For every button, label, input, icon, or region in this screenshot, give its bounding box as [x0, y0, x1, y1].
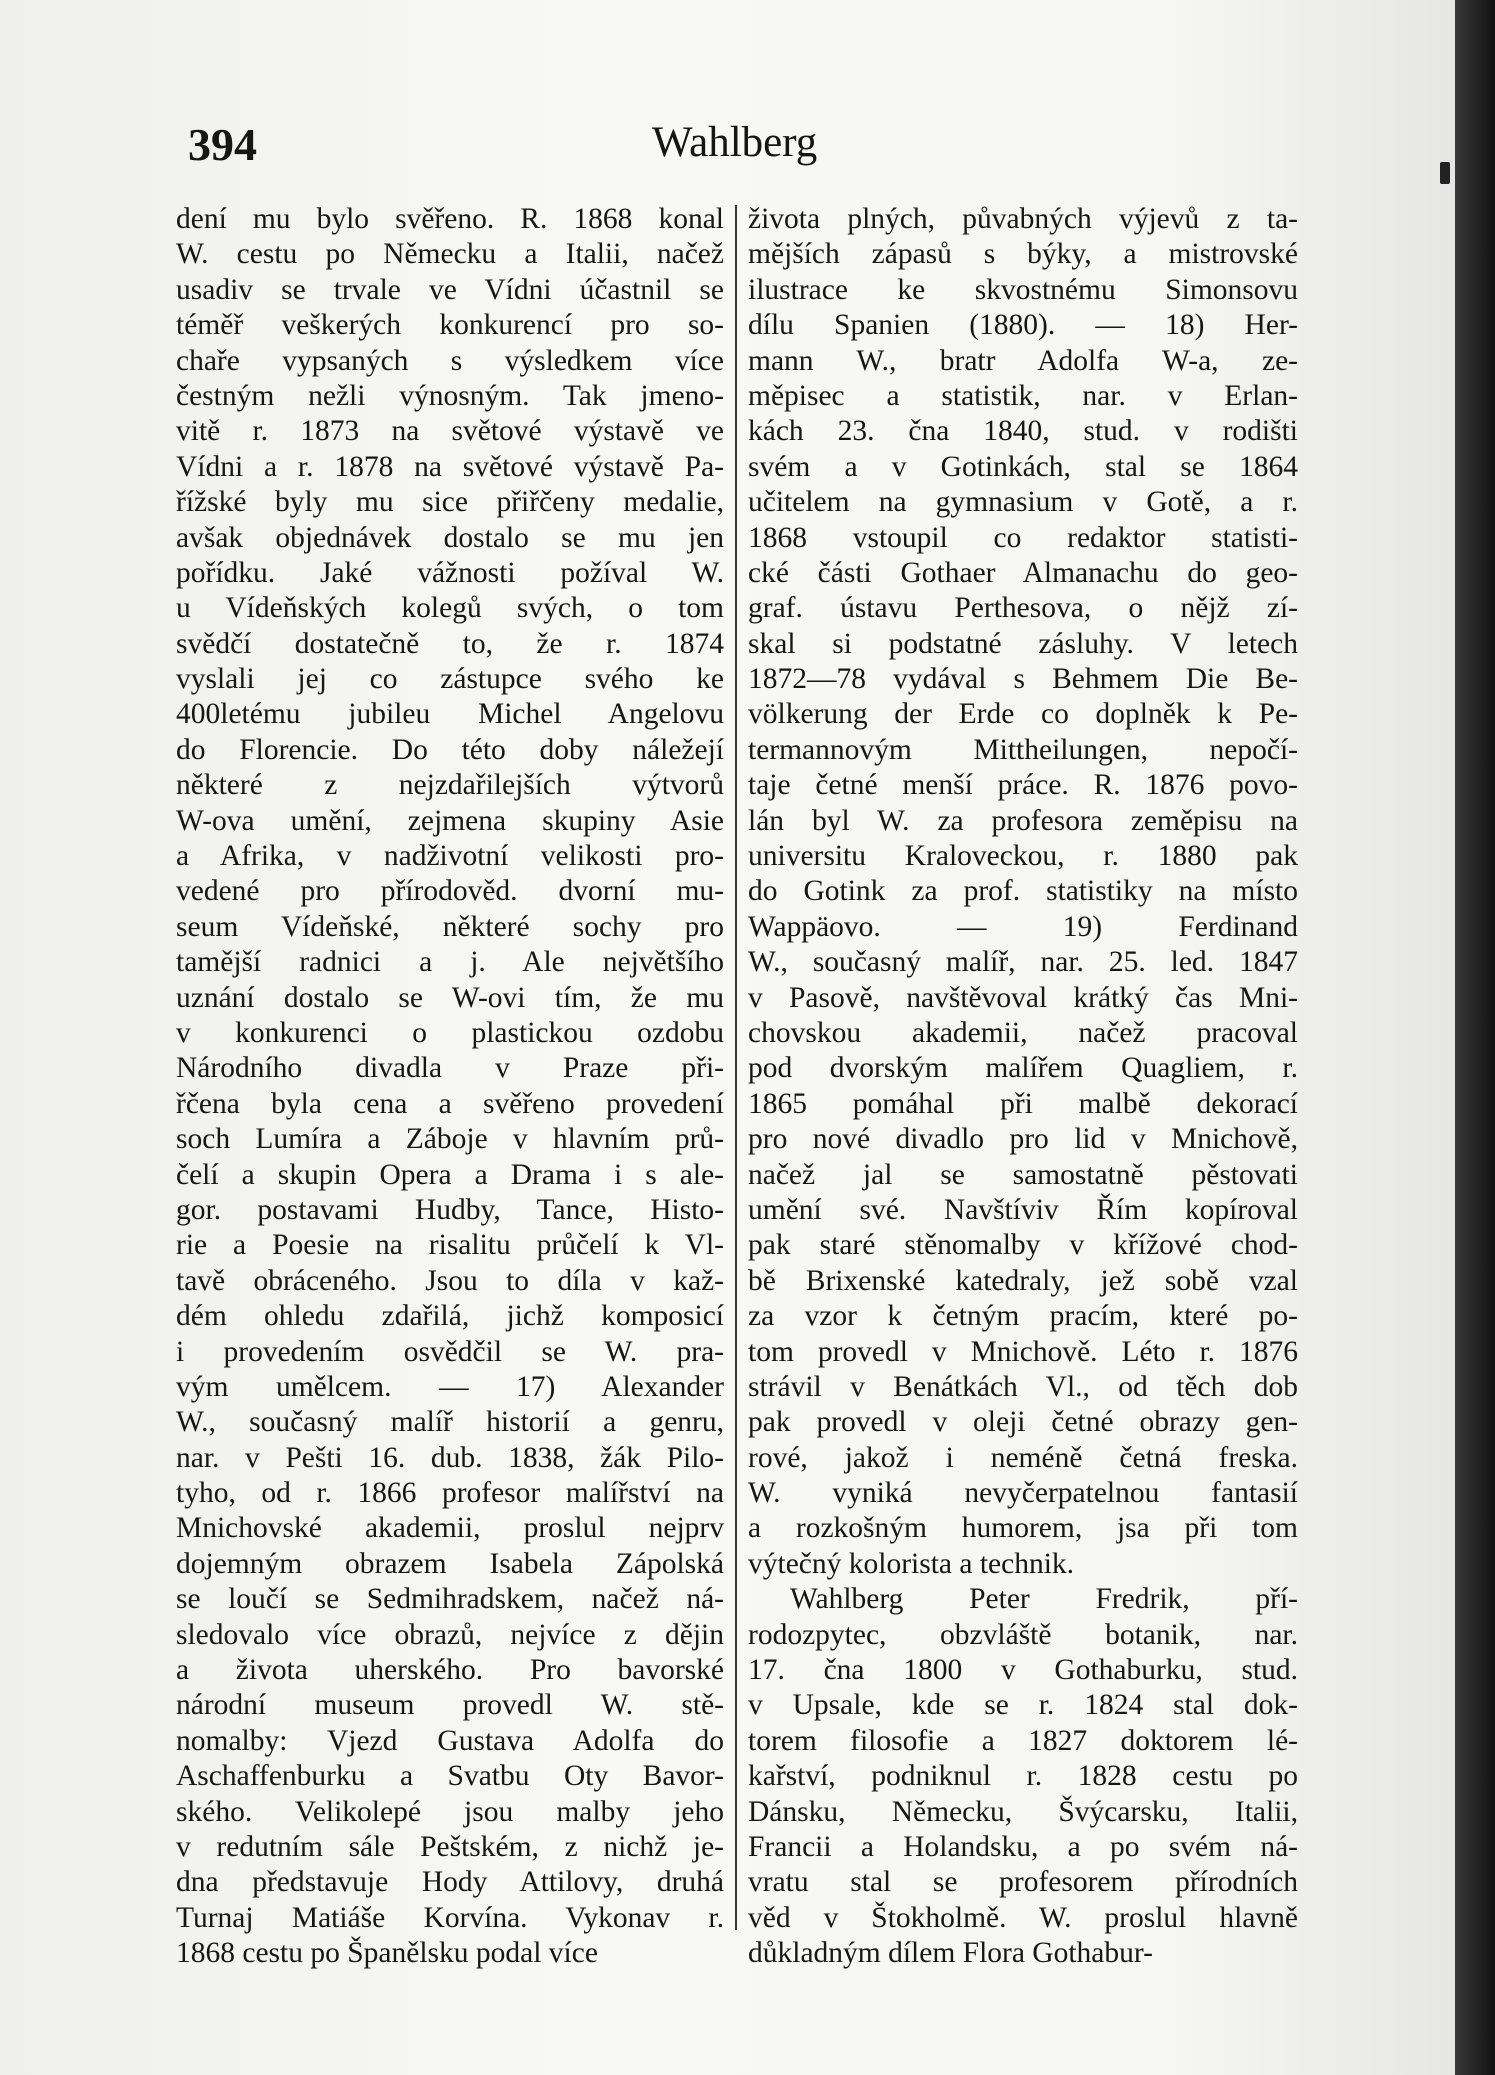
- text-line: pro nové divadlo pro lid v Mnichově,: [748, 1123, 1298, 1156]
- text-line: 17. čna 1800 v Gothaburku, stud.: [748, 1654, 1298, 1687]
- text-line: avšak objednávek dostalo se mu jen: [176, 521, 724, 554]
- text-line: gor. postavami Hudby, Tance, Histo-: [176, 1193, 724, 1226]
- text-line: důkladným dílem Flora Gothabur-: [748, 1937, 1153, 1970]
- text-line: Dánsku, Německu, Švýcarsku, Italii,: [748, 1795, 1298, 1828]
- margin-mark: [1440, 162, 1450, 184]
- text-line: u Vídeňských kolegů svých, o tom: [176, 592, 724, 625]
- text-line: národní museum provedl W. stě-: [176, 1689, 724, 1722]
- text-line: strávil v Benátkách Vl., od těch dob: [748, 1370, 1298, 1403]
- text-line: skal si podstatné zásluhy. V letech: [748, 627, 1298, 660]
- text-line: řížské byly mu sice přiřčeny medalie,: [176, 486, 724, 519]
- text-line: dna představuje Hody Attilovy, druhá: [176, 1866, 724, 1899]
- text-line: seum Vídeňské, některé sochy pro: [176, 910, 724, 943]
- text-line: života plných, půvabných výjevů z ta-: [748, 203, 1298, 235]
- text-line: vyslali jej co zástupce svého ke: [176, 663, 724, 696]
- text-line: W. vyniká nevyčerpatelnou fantasií: [748, 1477, 1298, 1510]
- text-line: vitě r. 1873 na světové výstavě ve: [176, 415, 724, 448]
- text-line: dojemným obrazem Isabela Zápolská: [176, 1547, 724, 1580]
- right-column: [748, 202, 1298, 1972]
- text-line: ilustrace ke skvostnému Simonsovu: [748, 273, 1298, 306]
- text-line: tavě obráceného. Jsou to díla v kaž-: [176, 1264, 724, 1297]
- page-header: [0, 118, 1455, 178]
- text-line: umění své. Navštíviv Řím kopíroval: [748, 1193, 1298, 1226]
- text-line: usadiv se trvale ve Vídni účastnil se: [176, 273, 724, 306]
- running-head: Wahlberg: [652, 119, 818, 166]
- text-line: graf. ústavu Perthesova, o nějž zí-: [748, 592, 1298, 625]
- text-line: Mnichovské akademii, proslul nejprv: [176, 1512, 724, 1545]
- text-line: Národního divadla v Praze při-: [176, 1052, 724, 1085]
- text-line: téměř veškerých konkurencí pro so-: [176, 309, 724, 342]
- text-line: pod dvorským malířem Quagliem, r.: [748, 1052, 1298, 1085]
- text-line: v konkurenci o plastickou ozdobu: [176, 1016, 724, 1049]
- text-line: se loučí se Sedmihradskem, načež ná-: [176, 1583, 724, 1616]
- text-line: do Gotink za prof. statistiky na místo: [748, 875, 1298, 908]
- text-line: i provedením osvědčil se W. pra-: [176, 1335, 724, 1368]
- text-line: taje četné menší práce. R. 1876 povo-: [748, 769, 1298, 802]
- text-line: bě Brixenské katedraly, jež sobě vzal: [748, 1264, 1298, 1297]
- text-line: rodozpytec, obzvláště botanik, nar.: [748, 1618, 1298, 1651]
- text-line: chaře vypsaných s výsledkem více: [176, 344, 724, 377]
- text-line: W., současný malíř, nar. 25. led. 1847: [748, 946, 1298, 979]
- text-line: 400letému jubileu Michel Angelovu: [176, 698, 724, 731]
- text-line: 1868 cestu po Španělsku podal více: [176, 1937, 598, 1970]
- text-line: 1865 pomáhal při malbě dekorací: [748, 1087, 1298, 1120]
- text-line: Turnaj Matiáše Korvína. Vykonav r.: [176, 1901, 724, 1934]
- text-line: torem filosofie a 1827 doktorem lé-: [748, 1724, 1298, 1757]
- text-line: a Afrika, v nadživotní velikosti pro-: [176, 840, 724, 873]
- text-line: v Pasově, navštěvoval krátký čas Mni-: [748, 981, 1298, 1014]
- text-line: v Upsale, kde se r. 1824 stal dok-: [748, 1689, 1298, 1722]
- text-line: dení mu bylo svěřeno. R. 1868 konal: [176, 203, 724, 235]
- text-line: pak staré stěnomalby v křížové chod-: [748, 1229, 1298, 1262]
- text-line: mann W., bratr Adolfa W-a, ze-: [748, 344, 1298, 377]
- text-line: soch Lumíra a Záboje v hlavním prů-: [176, 1123, 724, 1156]
- text-line: tyho, od r. 1866 profesor malířství na: [176, 1477, 724, 1510]
- text-line: Wappäovo. — 19) Ferdinand: [748, 910, 1298, 943]
- left-column: [176, 202, 724, 1972]
- column-divider: [735, 205, 737, 1930]
- text-line: nomalby: Vjezd Gustava Adolfa do: [176, 1724, 724, 1757]
- text-line: tom provedl v Mnichově. Léto r. 1876: [748, 1335, 1298, 1368]
- text-line: cké části Gothaer Almanachu do geo-: [748, 556, 1298, 589]
- text-line: za vzor k četným pracím, které po-: [748, 1300, 1298, 1333]
- text-line: rové, jakož i neméně četná freska.: [748, 1441, 1298, 1474]
- text-line: nar. v Pešti 16. dub. 1838, žák Pilo-: [176, 1441, 724, 1474]
- text-line: kách 23. čna 1840, stud. v rodišti: [748, 415, 1298, 448]
- text-line: ského. Velikolepé jsou malby jeho: [176, 1795, 724, 1828]
- text-line: načež jal se samostatně pěstovati: [748, 1158, 1298, 1191]
- text-line: vedené pro přírodověd. dvorní mu-: [176, 875, 724, 908]
- text-line: vým umělcem. — 17) Alexander: [176, 1370, 724, 1403]
- text-line: svém a v Gotinkách, stal se 1864: [748, 450, 1298, 483]
- text-line: Wahlberg Peter Fredrik, pří-: [790, 1583, 1298, 1616]
- text-line: W., současný malíř historií a genru,: [176, 1406, 724, 1439]
- text-line: do Florencie. Do této doby náležejí: [176, 733, 724, 766]
- text-line: a rozkošným humorem, jsa při tom: [748, 1512, 1298, 1545]
- text-line: svědčí dostatečně to, že r. 1874: [176, 627, 724, 660]
- text-line: výtečný kolorista a technik.: [748, 1547, 1075, 1580]
- text-line: universitu Kraloveckou, r. 1880 pak: [748, 840, 1298, 873]
- text-line: měpisec a statistik, nar. v Erlan-: [748, 379, 1298, 412]
- text-line: některé z nejzdařilejších výtvorů: [176, 769, 724, 802]
- text-line: pak provedl v oleji četné obrazy gen-: [748, 1406, 1298, 1439]
- text-line: rie a Poesie na risalitu průčelí k Vl-: [176, 1229, 724, 1262]
- text-line: čestným nežli výnosným. Tak jmeno-: [176, 379, 724, 412]
- text-line: 1868 vstoupil co redaktor statisti-: [748, 521, 1298, 554]
- text-line: W. cestu po Německu a Italii, načež: [176, 238, 724, 271]
- text-line: lán byl W. za profesora zeměpisu na: [748, 804, 1298, 837]
- text-line: čelí a skupin Opera a Drama i s ale-: [176, 1158, 724, 1191]
- text-line: Aschaffenburku a Svatbu Oty Bavor-: [176, 1760, 724, 1793]
- page-number: 394: [188, 119, 257, 170]
- text-line: Francii a Holandsku, a po svém ná-: [748, 1830, 1298, 1863]
- text-line: W-ova umění, zejmena skupiny Asie: [176, 804, 724, 837]
- text-line: dílu Spanien (1880). — 18) Her-: [748, 309, 1298, 342]
- text-line: a života uherského. Pro bavorské: [176, 1654, 724, 1687]
- text-line: chovskou akademii, načež pracoval: [748, 1016, 1298, 1049]
- text-line: dém ohledu zdařilá, jichž komposicí: [176, 1300, 724, 1333]
- text-line: tamější radnici a j. Ale největšího: [176, 946, 724, 979]
- text-line: mějších zápasů s býky, a mistrovské: [748, 238, 1298, 271]
- text-line: 1872—78 vydával s Behmem Die Be-: [748, 663, 1298, 696]
- text-line: v redutním sále Peštském, z nichž je-: [176, 1830, 724, 1863]
- text-line: termannovým Mittheilungen, nepočí-: [748, 733, 1298, 766]
- text-line: Vídni a r. 1878 na světové výstavě Pa-: [176, 450, 724, 483]
- text-line: učitelem na gymnasium v Gotě, a r.: [748, 486, 1298, 519]
- text-line: kařství, podniknul r. 1828 cestu po: [748, 1760, 1298, 1793]
- text-line: vratu stal se profesorem přírodních: [748, 1866, 1298, 1899]
- text-line: pořídku. Jaké vážnosti požíval W.: [176, 556, 724, 589]
- text-line: sledovalo více obrazů, nejvíce z dějin: [176, 1618, 724, 1651]
- scan-edge: [1455, 0, 1495, 2075]
- text-line: uznání dostalo se W-ovi tím, že mu: [176, 981, 724, 1014]
- text-line: völkerung der Erde co doplněk k Pe-: [748, 698, 1298, 731]
- text-line: řčena byla cena a svěřeno provedení: [176, 1087, 724, 1120]
- text-line: věd v Štokholmě. W. proslul hlavně: [748, 1901, 1298, 1934]
